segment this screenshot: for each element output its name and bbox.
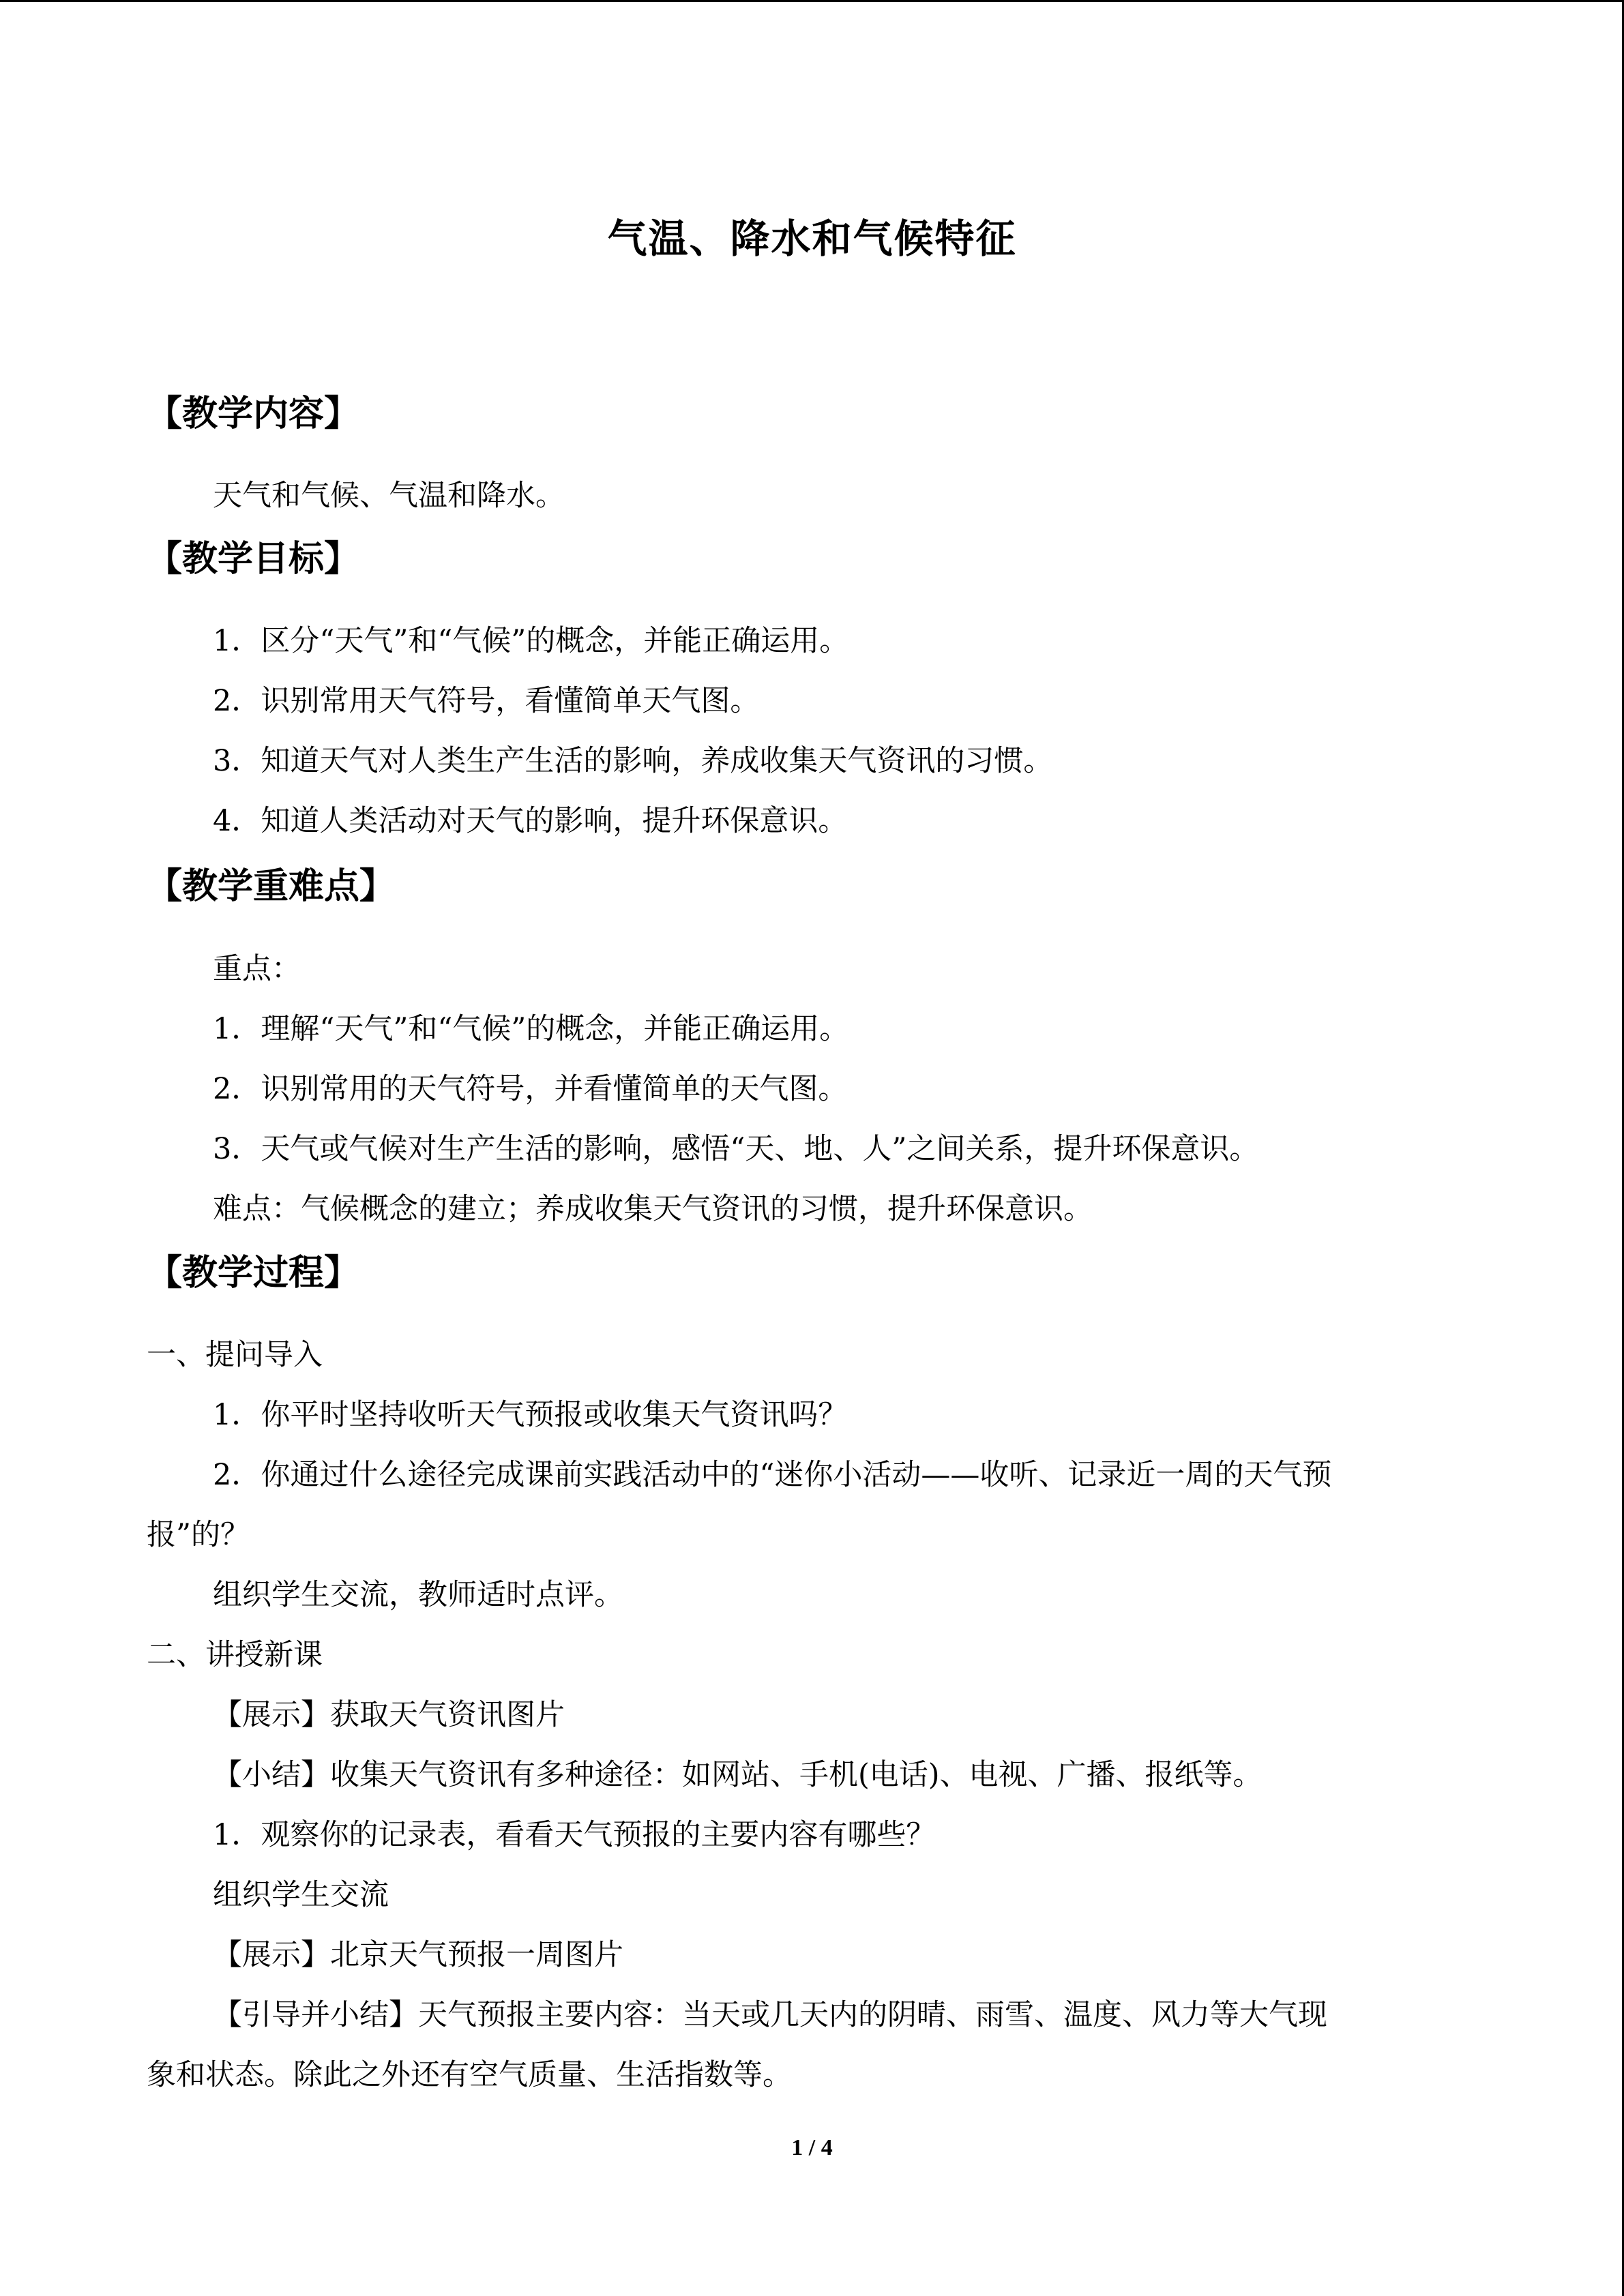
goal-line: 4．知道人类活动对天气的影响，提升环保意识。 bbox=[213, 804, 848, 838]
heading-teaching-content: 【教学内容】 bbox=[147, 393, 360, 434]
page-number: 1 / 4 bbox=[791, 2135, 833, 2160]
heading-teaching-goals: 【教学目标】 bbox=[147, 539, 360, 580]
process-line: 【小结】收集天气资讯有多种途径：如网站、手机(电话)、电视、广播、报纸等。 bbox=[213, 1758, 1263, 1792]
keypoint-line: 3．天气或气候对生产生活的影响，感悟“天、地、人”之间关系，提升环保意识。 bbox=[213, 1132, 1259, 1166]
keypoint-line: 重点： bbox=[213, 952, 301, 986]
process-line: 组织学生交流 bbox=[213, 1878, 389, 1912]
process-line: 2．你通过什么途径完成课前实践活动中的“迷你小活动——收听、记录近一周的天气预 bbox=[213, 1458, 1332, 1492]
content-line: 天气和气候、气温和降水。 bbox=[213, 479, 565, 513]
document-title: 气温、降水和气候特征 bbox=[607, 215, 1017, 262]
goal-line: 1．区分“天气”和“气候”的概念，并能正确运用。 bbox=[213, 624, 849, 658]
process-line: 【展示】北京天气预报一周图片 bbox=[213, 1938, 623, 1972]
heading-teaching-process: 【教学过程】 bbox=[147, 1253, 360, 1294]
process-line: 象和状态。除此之外还有空气质量、生活指数等。 bbox=[147, 2058, 792, 2092]
goal-line: 3．知道天气对人类生产生活的影响，养成收集天气资讯的习惯。 bbox=[213, 744, 1053, 778]
process-line: 【引导并小结】天气预报主要内容：当天或几天内的阴晴、雨雪、温度、风力等大气现 bbox=[213, 1998, 1327, 2032]
process-line: 【展示】获取天气资讯图片 bbox=[213, 1698, 565, 1732]
keypoint-line: 2．识别常用的天气符号，并看懂简单的天气图。 bbox=[213, 1072, 848, 1106]
page-border-top bbox=[0, 0, 1624, 2]
process-line: 报”的？ bbox=[147, 1518, 250, 1552]
keypoint-line: 1．理解“天气”和“气候”的概念，并能正确运用。 bbox=[213, 1012, 849, 1046]
process-line: 一、提问导入 bbox=[147, 1338, 323, 1372]
keypoint-line: 难点：气候概念的建立；养成收集天气资讯的习惯，提升环保意识。 bbox=[213, 1192, 1093, 1226]
process-line: 1．观察你的记录表，看看天气预报的主要内容有哪些？ bbox=[213, 1818, 936, 1852]
goal-line: 2．识别常用天气符号，看懂简单天气图。 bbox=[213, 684, 760, 718]
process-line: 1．你平时坚持收听天气预报或收集天气资讯吗？ bbox=[213, 1398, 848, 1432]
process-line: 二、讲授新课 bbox=[147, 1638, 323, 1672]
process-line: 组织学生交流，教师适时点评。 bbox=[213, 1578, 623, 1612]
heading-key-points: 【教学重难点】 bbox=[147, 866, 396, 907]
